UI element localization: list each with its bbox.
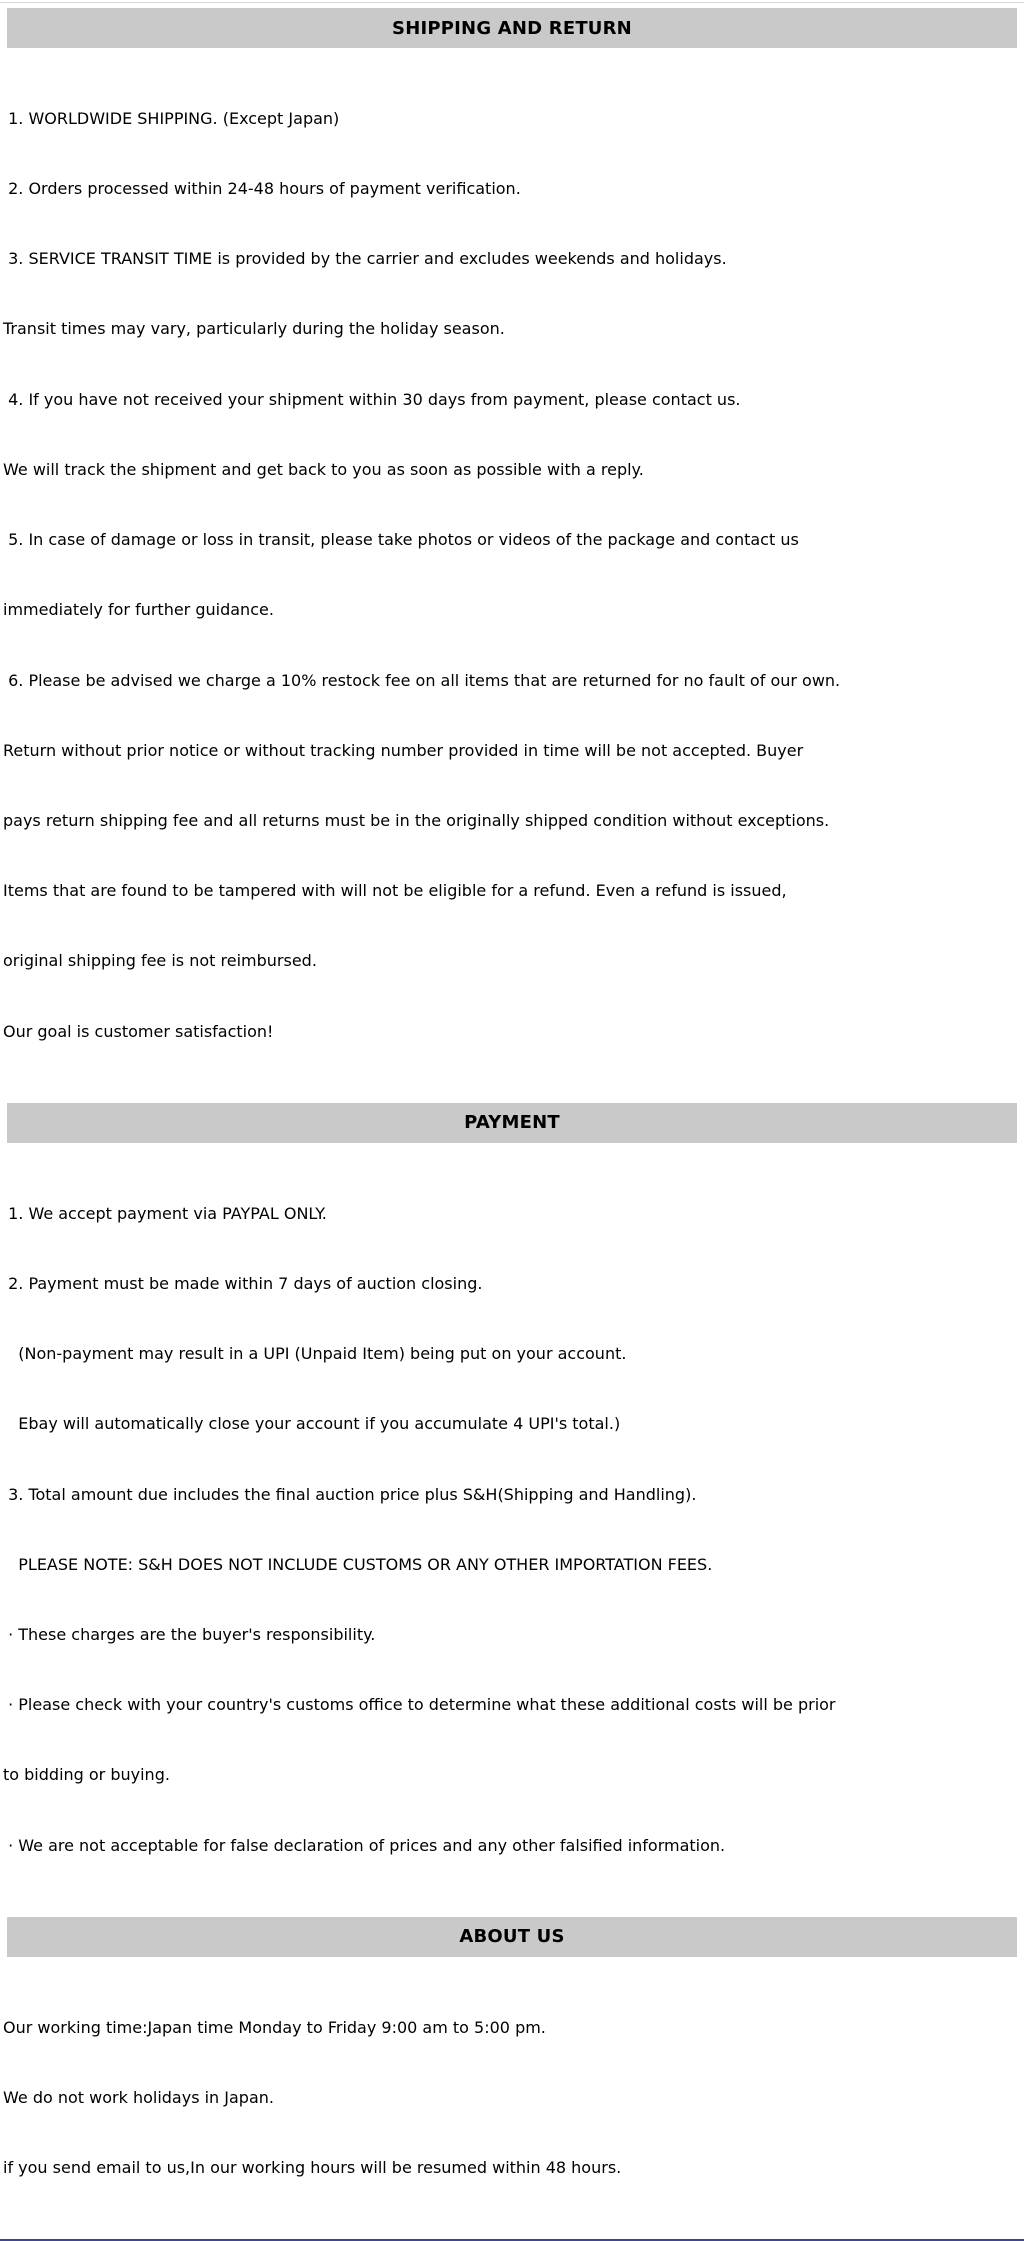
section-header-shipping-and-return — [7, 8, 1017, 48]
payment-line: (Non-payment may result in a UPI (Unpaid Item) being put on your account. — [3, 1344, 627, 1364]
about-line: if you send email to us,In our working hours will be resumed within 48 hours. — [3, 2158, 622, 2178]
section-title-about-us: ABOUT US — [459, 1926, 565, 1948]
payment-line: · Please check with your country's customs office to determine what these additional costs will be prior — [3, 1695, 836, 1715]
section-payment — [0, 1103, 1024, 1917]
section-body-payment — [0, 1143, 1024, 1917]
payment-line: Ebay will automatically close your account if you accumulate 4 UPI's total.) — [3, 1414, 621, 1434]
payment-line: to bidding or buying. — [3, 1765, 170, 1785]
payment-line: 3. Total amount due includes the final auction price plus S&H(Shipping and Handling). — [3, 1484, 697, 1504]
top-divider — [0, 2, 1024, 3]
shipping-line: pays return shipping fee and all returns must be in the originally shipped condition without exceptions. — [3, 811, 830, 830]
about-line: We do not work holidays in Japan. — [3, 2087, 274, 2107]
payment-line: 1. We accept payment via PAYPAL ONLY. — [3, 1203, 327, 1223]
section-body-about-us — [0, 1957, 1024, 2239]
shipping-line: 5. In case of damage or loss in transit, please take photos or videos of the package and contact us — [3, 530, 799, 550]
shipping-line: 6. Please be advised we charge a 10% restock fee on all items that are returned for no fault of our own. — [3, 670, 841, 690]
section-shipping-and-return — [0, 8, 1024, 1103]
section-header-payment — [7, 1103, 1017, 1143]
shipping-line: 3. SERVICE TRANSIT TIME is provided by the carrier and excludes weekends and holidays. — [3, 249, 727, 269]
shipping-line: Our goal is customer satisfaction! — [3, 1021, 274, 1041]
section-title-payment: PAYMENT — [464, 1112, 560, 1134]
listing-policy-page — [0, 2, 1024, 2178]
payment-line: · We are not acceptable for false declaration of prices and any other falsified information. — [3, 1835, 726, 1855]
section-header-about-us — [7, 1917, 1017, 1957]
shipping-line: original shipping fee is not reimbursed. — [3, 951, 317, 971]
shipping-line: 4. If you have not received your shipment within 30 days from payment, please contact us. — [3, 389, 741, 409]
section-title-shipping-and-return: SHIPPING AND RETURN — [392, 17, 632, 39]
shipping-line: Transit times may vary, particularly during the holiday season. — [3, 319, 505, 339]
shipping-line: 2. Orders processed within 24-48 hours of payment verification. — [3, 179, 521, 199]
payment-line: PLEASE NOTE: S&H DOES NOT INCLUDE CUSTOMS OR ANY OTHER IMPORTATION FEES. — [3, 1554, 713, 1574]
shipping-line: Items that are found to be tampered with will not be eligible for a refund. Even a refund is issued, — [3, 881, 787, 901]
shipping-line: We will track the shipment and get back to you as soon as possible with a reply. — [3, 459, 644, 479]
about-line: Our working time:Japan time Monday to Friday 9:00 am to 5:00 pm. — [3, 2017, 546, 2037]
section-about-us — [0, 1917, 1024, 2239]
section-body-shipping-and-return — [0, 48, 1024, 1103]
shipping-line: immediately for further guidance. — [3, 600, 274, 620]
payment-line: 2. Payment must be made within 7 days of auction closing. — [3, 1273, 483, 1293]
shipping-line: 1. WORLDWIDE SHIPPING. (Except Japan) — [3, 108, 340, 128]
payment-line: · These charges are the buyer's responsibility. — [3, 1625, 376, 1644]
shipping-line: Return without prior notice or without tracking number provided in time will be not accepted. Buyer — [3, 740, 804, 760]
